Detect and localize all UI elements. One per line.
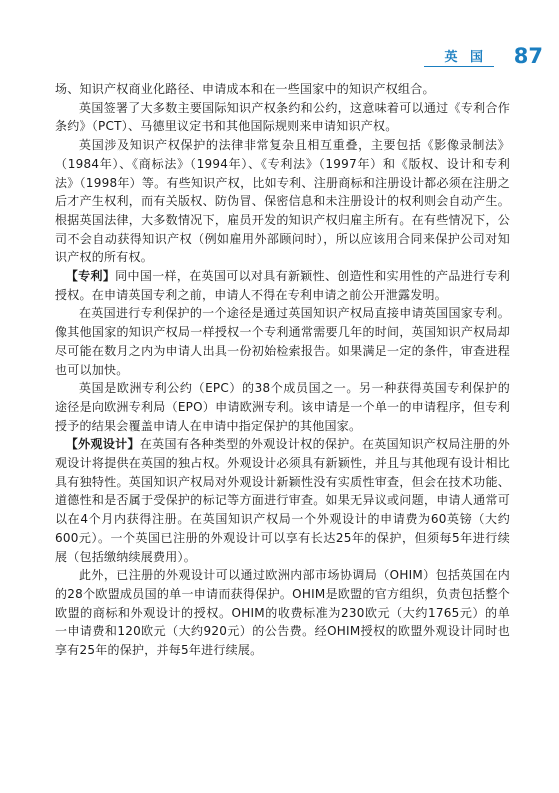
paragraph-treaties: 英国签署了大多数主要国际知识产权条约和公约，这意味着可以通过《专利合作条约》（PCT）、马德里议定书和其他国际规则来申请知识产权。 [55, 100, 510, 134]
patent-heading: 【专利】 [65, 269, 116, 284]
paragraph-laws: 英国涉及知识产权保护的法律非常复杂且相互重叠，主要包括《影像录制法》（1984年）、《商标法》（1994年）、《专利法》（1997年）和《版权、设计和专利法》（1998年）等。有些知识产权，比如专利、注册商标和注册设计都必须在注册之后才产生权利，而有关版权、防伪冒、保密信息和未注册设计的权利则会自动产生。根据英国法律，大多数情况下，雇员开发的知识产权归雇主所有。在有些情况下，公司不会自动获得知识产权（例如雇用外部顾问时），所以应该用合同来保护公司对知识产权的所有权。 [55, 138, 510, 265]
paragraph-epc: 英国是欧洲专利公约（EPC）的38个成员国之一。另一种获得英国专利保护的途径是向欧洲专利局（EPO）申请欧洲专利。该申请是一个单一的申请程序，但专利授予的结果会覆盖申请人在申请中指定保护的其他国家。 [55, 381, 510, 433]
header-divider [424, 66, 494, 67]
paragraph-patent [55, 267, 510, 304]
body-text [55, 80, 510, 660]
paragraph-ohim: 此外，已注册的外观设计可以通过欧洲内部市场协调局（OHIM）包括英国在内的28个欧盟成员国的单一申请而获得保护。OHIM是欧盟的官方组织，负责包括整个欧盟的商标和外观设计的授权。OHIM的收费标准为230欧元（大约1765元）的单一申请费和120欧元（大约920元）的公告费。经OHIM授权的欧盟外观设计同时也享有25年的保护，并每5年进行续展。 [55, 568, 510, 658]
paragraph-design [55, 435, 510, 566]
section-title: 英 国 [444, 50, 487, 65]
page-number: 87 [513, 44, 543, 68]
paragraph-continued: 场、知识产权商业化路径、申请成本和在一些国家中的知识产权组合。 [55, 82, 435, 96]
paragraph-uk-patent-route: 在英国进行专利保护的一个途径是通过英国知识产权局直接申请英国国家专利。像其他国家的知识产权局一样授权一个专利通常需要几年的时间，英国知识产权局却尽可能在数月之内为申请人出具一份初始检索报告。如果满足一定的条件，审查进程也可以加快。 [55, 306, 510, 377]
design-text: 在英国有各种类型的外观设计权的保护。在英国知识产权局注册的外观设计将提供在英国的独占权。外观设计必须具有新颖性，并且与其他现有设计相比具有独特性。英国知识产权局对外观设计新颖性没有实质性审查，但会在技术功能、道德性和是否属于受保护的标记等方面进行审查。如果无异议或问题，申请人通常可以在4个月内获得注册。在英国知识产权局一个外观设计的申请费为60英镑（大约600元）。一个英国已注册的外观设计可以享有长达25年的保护，但须每5年进行续展（包括缴纳续展费用）。 [55, 437, 510, 564]
page-header [0, 0, 559, 80]
design-heading: 【外观设计】 [65, 437, 140, 452]
patent-text: 同中国一样，在英国可以对具有新颖性、创造性和实用性的产品进行专利授权。在申请英国专利之前，申请人不得在专利申请之前公开泄露发明。 [55, 269, 510, 302]
